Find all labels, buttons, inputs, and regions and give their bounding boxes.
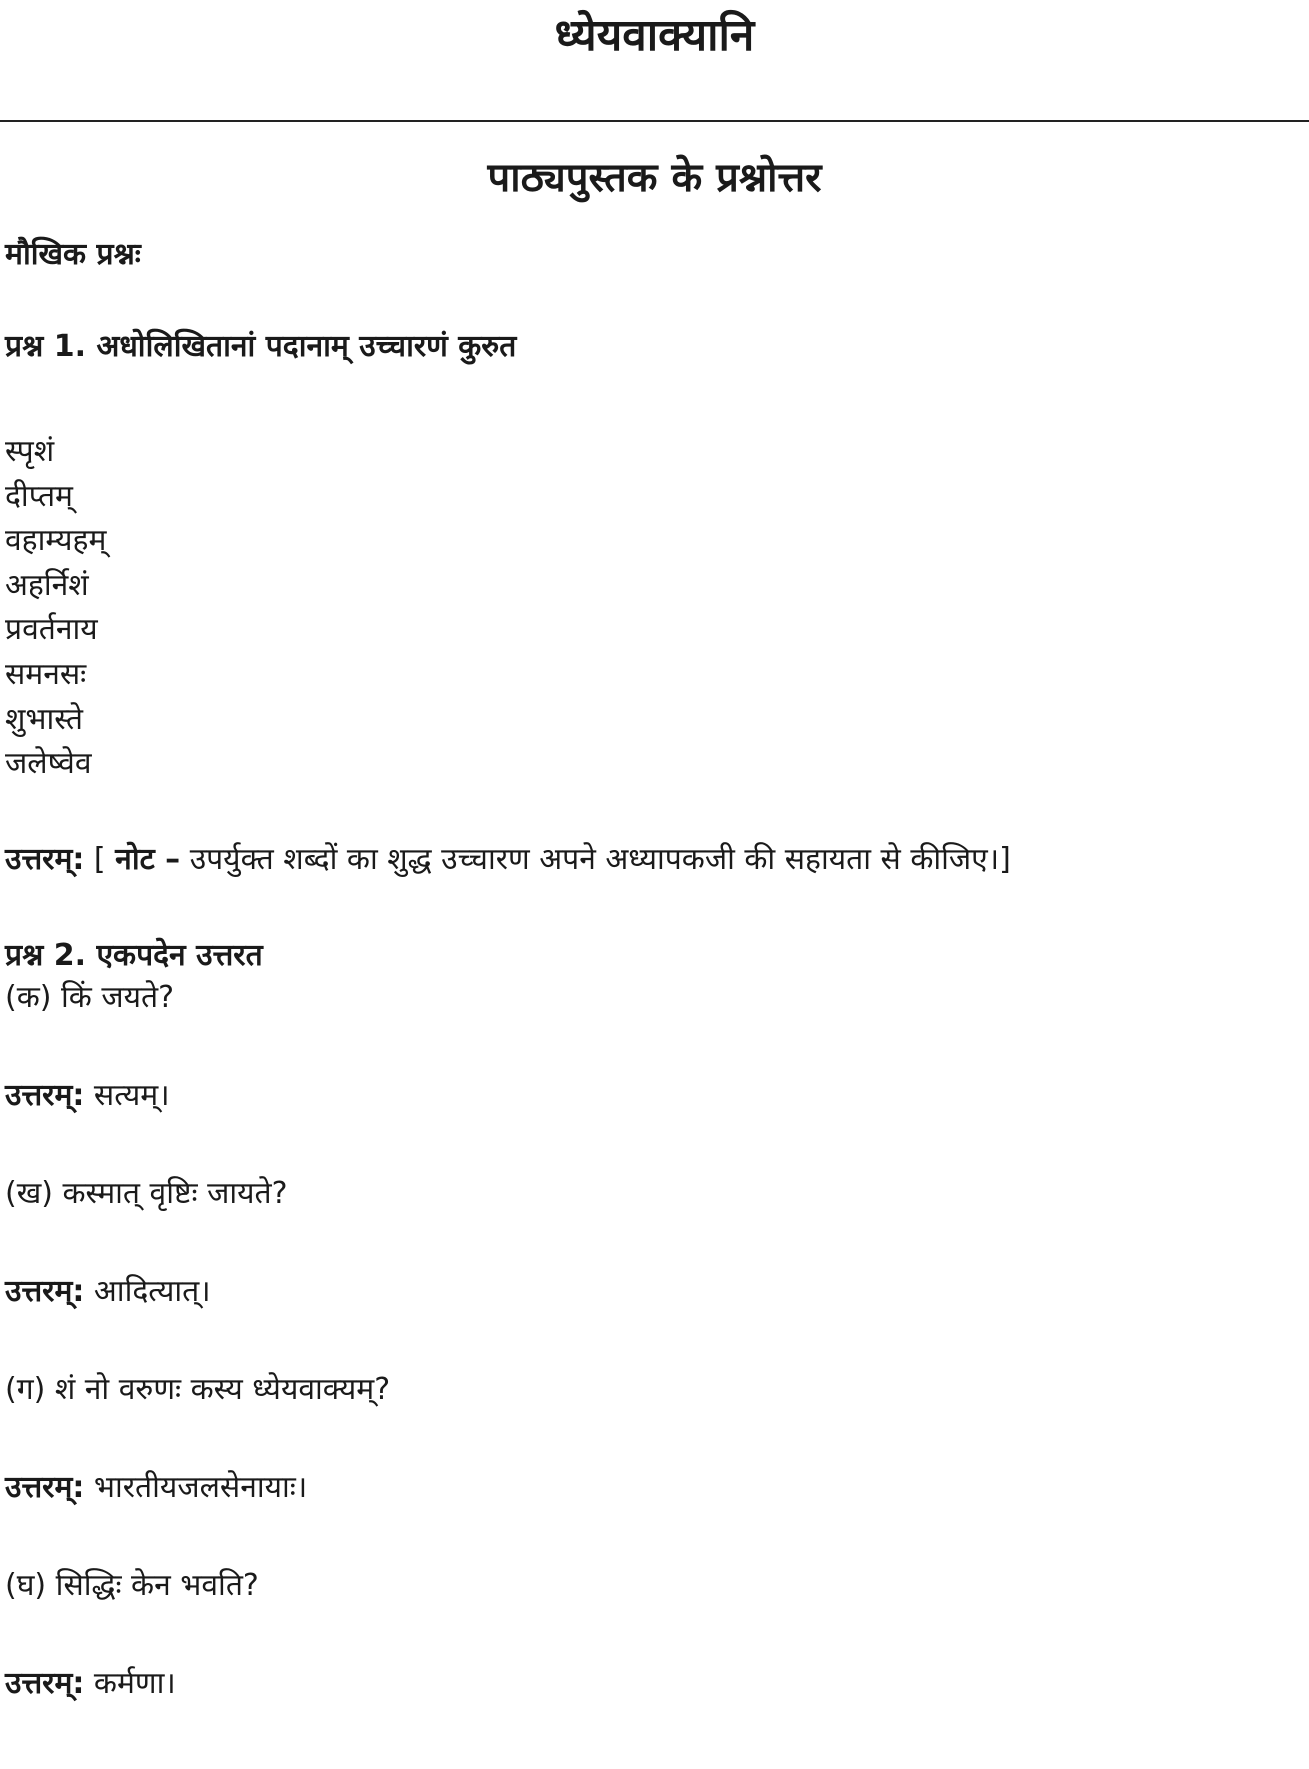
question-2-heading: प्रश्न 2. एकपदेन उत्तरत: [5, 938, 263, 973]
word-item: जलेष्वेव: [5, 746, 92, 782]
answer-label: उत्तरम्:: [5, 1470, 85, 1505]
answer-text: आदित्यात्।: [84, 1274, 211, 1309]
word-item: समनसः: [5, 656, 87, 692]
note-label: नोट –: [115, 842, 181, 877]
question-2-item-b: (ख) कस्मात् वृष्टिः जायते?: [5, 1176, 288, 1211]
question-2-item-a: (क) किं जयते?: [5, 980, 175, 1015]
page-title: ध्येयवाक्यानि: [554, 10, 755, 61]
answer-label: उत्तरम्:: [5, 1666, 85, 1701]
question-1-heading: प्रश्न 1. अधोलिखितानां पदानाम् उच्चारणं कुरुत: [5, 329, 517, 364]
question-2-item-d: (घ) सिद्धिः केन भवति?: [5, 1568, 259, 1603]
answer-text: सत्यम्।: [84, 1078, 170, 1113]
word-item: शुभास्ते: [5, 701, 84, 737]
question-2-answer-c: [5, 1466, 307, 1510]
word-item: दीप्तम्: [5, 478, 73, 514]
answer-text: कर्मणा।: [84, 1666, 176, 1701]
pronunciation-word-list: [5, 430, 106, 787]
word-item: वहाम्यहम्: [5, 523, 107, 559]
word-item: प्रवर्तनाय: [5, 612, 98, 648]
answer-bracket: [: [84, 842, 116, 877]
question-2-answer-b: [5, 1270, 211, 1314]
question-2-item-c: (ग) शं नो वरुणः कस्य ध्येयवाक्यम्?: [5, 1372, 391, 1407]
section-heading: मौखिक प्रश्नः: [5, 237, 141, 272]
question-2-answer-d: [5, 1662, 176, 1706]
answer-text: भारतीयजलसेनायाः।: [84, 1470, 308, 1505]
page-subtitle: पाठ्यपुस्तक के प्रश्नोत्तर: [487, 155, 822, 201]
word-item: स्पृशं: [5, 434, 55, 469]
answer-label: उत्तरम्:: [5, 842, 85, 877]
answer-label: उत्तरम्:: [5, 1274, 85, 1309]
question-1-answer: [5, 838, 1011, 882]
answer-text: उपर्युक्त शब्दों का शुद्ध उच्चारण अपने अध्यापकजी की सहायता से कीजिए।]: [180, 842, 1011, 877]
title-divider: [0, 120, 1309, 122]
answer-label: उत्तरम्:: [5, 1078, 85, 1113]
word-item: अहर्निशं: [5, 567, 89, 603]
question-2-answer-a: [5, 1074, 170, 1118]
